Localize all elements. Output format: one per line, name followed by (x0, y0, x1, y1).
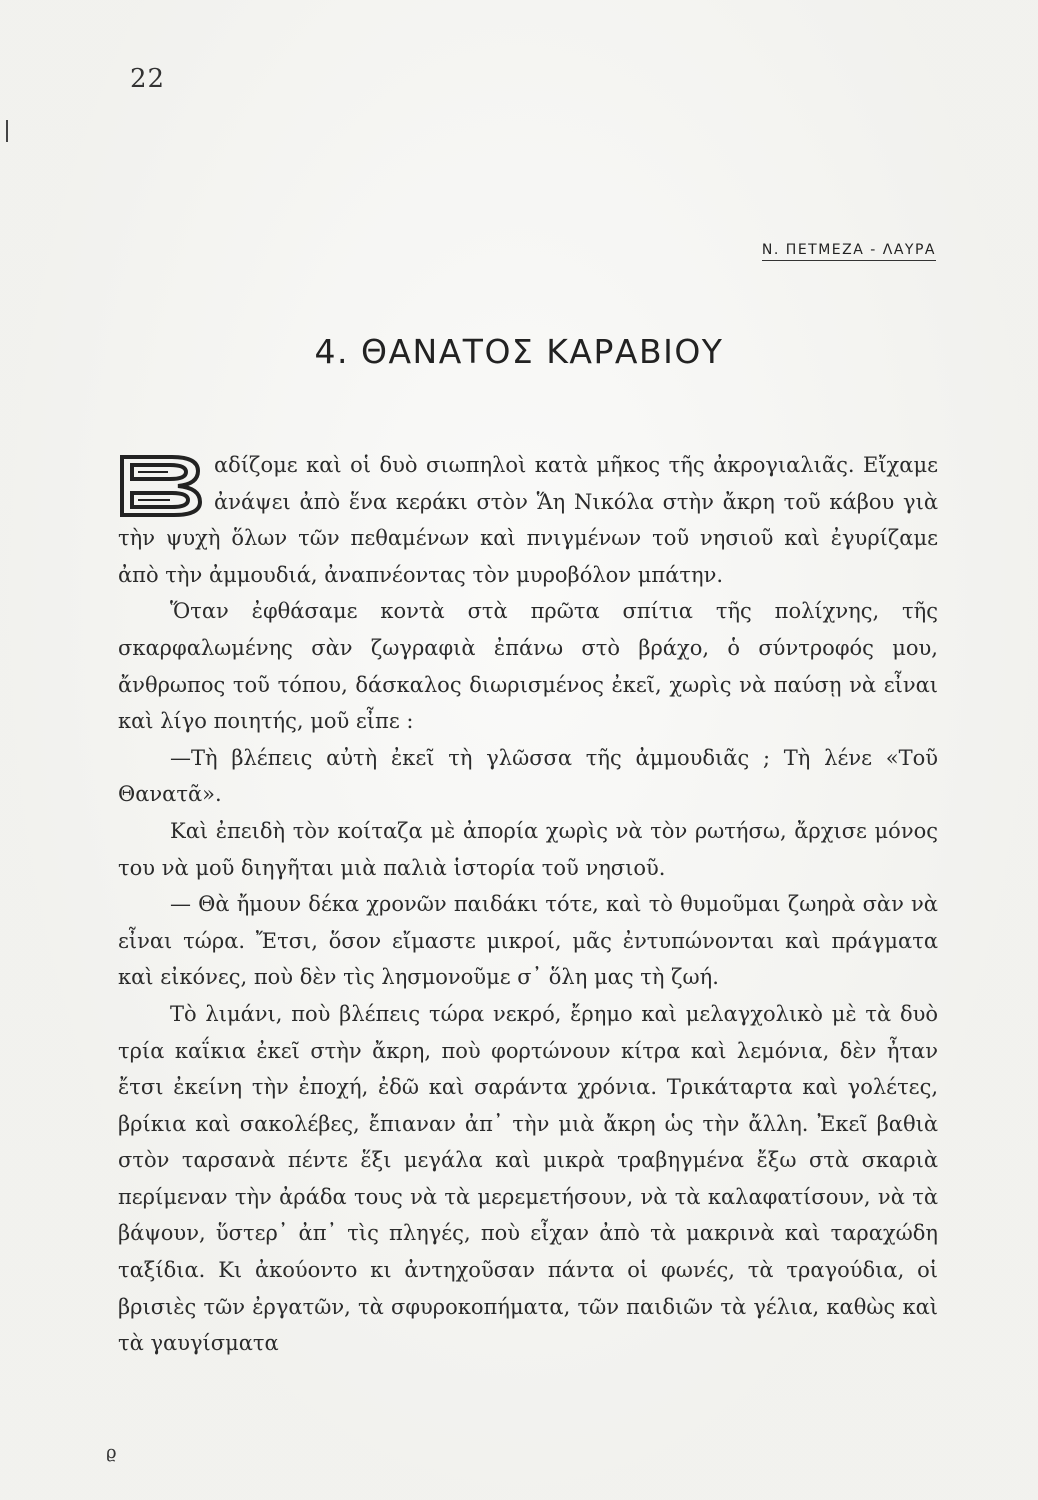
signature-mark: ϱ (106, 1442, 117, 1463)
chapter-title: 4. ΘΑΝΑΤΟΣ ΚΑΡΑΒΙΟΥ (314, 332, 724, 371)
paragraph-3: —Τὴ βλέπεις αὐτὴ ἐκεῖ τὴ γλῶσσα τῆς ἀμμουδιᾶς ; Τὴ λένε «Τοῦ Θανατᾶ». (118, 745, 938, 807)
dropcap-beta-glyph-icon (118, 453, 204, 519)
paragraph-1 (118, 447, 938, 593)
paragraph-6: Τὸ λιμάνι, ποὺ βλέπεις τώρα νεκρό, ἔρημο καὶ μελαγχολικὸ μὲ τὰ δυὸ τρία καΐκια ἐκεῖ στὴν ἄκρη, ποὺ φορτώνουν κίτρα καὶ λεμόνια, δὲν ἦταν ἔτσι ἐκείνη τὴν ἐποχή, ἐδῶ καὶ σαράντα χρόνια. Τρικάταρτα καὶ γολέτες, βρίκια καὶ σακολέβες, ἔπιαναν ἀπ᾿ τὴν μιὰ ἄκρη ὡς τὴν ἄλλη. Ἐκεῖ βαθιὰ στὸν ταρσανὰ πέντε ἕξι μεγάλα καὶ μικρὰ τραβηγμένα ἔξω στὰ σκαριὰ περίμεναν τὴν ἀράδα τους νὰ τὰ μερεμετήσουν, νὰ τὰ καλαφατίσουν, νὰ τὰ βάψουν, ὕστερ᾿ ἀπ᾿ τὶς πληγές, ποὺ εἶχαν ἀπὸ τὰ μακρινὰ καὶ ταραχώδη ταξίδια. Κι ἀκούοντο κι ἀντηχοῦσαν πάντα οἱ φωνές, τὰ τραγούδια, οἱ βρισιὲς τῶν ἐργατῶν, τὰ σφυροκοπήματα, τῶν παιδιῶν τὰ γέλια, καθὼς καὶ τὰ γαυγίσματα (118, 1001, 938, 1356)
paragraph-2: Ὅταν ἐφθάσαμε κοντὰ στὰ πρῶτα σπίτια τῆς πολίχνης, τῆς σκαρφαλωμένης σὰν ζωγραφιὰ ἐπάνω στὸ βράχο, ὁ σύντροφός μου, ἄνθρωπος τοῦ τόπου, δάσκαλος διωρισμένος ἐκεῖ, χωρὶς νὰ παύσῃ νὰ εἶναι καὶ λίγο ποιητής, μοῦ εἶπε : (118, 599, 938, 734)
paragraph-1-text: αδίζομε καὶ οἱ δυὸ σιωπηλοὶ κατὰ μῆκος τῆς ἀκρογιαλιᾶς. Εἴχαμε ἀνάψει ἀπὸ ἕνα κεράκι στὸν Ἅη Νικόλα στὴν ἄκρη τοῦ κάβου γιὰ τὴν ψυχὴ ὅλων τῶν πεθαμένων καὶ πνιγμένων τοῦ νησιοῦ καὶ ἐγυρίζαμε ἀπὸ τὴν ἀμμουδιά, ἀναπνέοντας τὸν μυροβόλον μπάτην. (118, 453, 938, 587)
body-text (118, 447, 938, 1362)
running-head-author: Ν. ΠΕΤΜΕΖΑ - ΛΑΥΡΑ (762, 242, 936, 261)
dropcap-beta (118, 453, 204, 519)
paragraph-5: — Θὰ ἤμουν δέκα χρονῶν παιδάκι τότε, καὶ τὸ θυμοῦμαι ζωηρὰ σὰν νὰ εἶναι τώρα. Ἔτσι, ὅσον εἴμαστε μικροί, μᾶς ἐντυπώνονται καὶ πράγματα καὶ εἰκόνες, ποὺ δὲν τὶς λησμονοῦμε σ᾿ ὅλη μας τὴ ζωή. (118, 892, 938, 990)
page-number: 22 (130, 64, 166, 94)
paragraph-4: Καὶ ἐπειδὴ τὸν κοίταζα μὲ ἀπορία χωρὶς νὰ τὸν ρωτήσω, ἄρχισε μόνος του νὰ μοῦ διηγῆται μιὰ παλιὰ ἱστορία τοῦ νησιοῦ. (118, 818, 938, 880)
margin-mark (6, 120, 8, 142)
